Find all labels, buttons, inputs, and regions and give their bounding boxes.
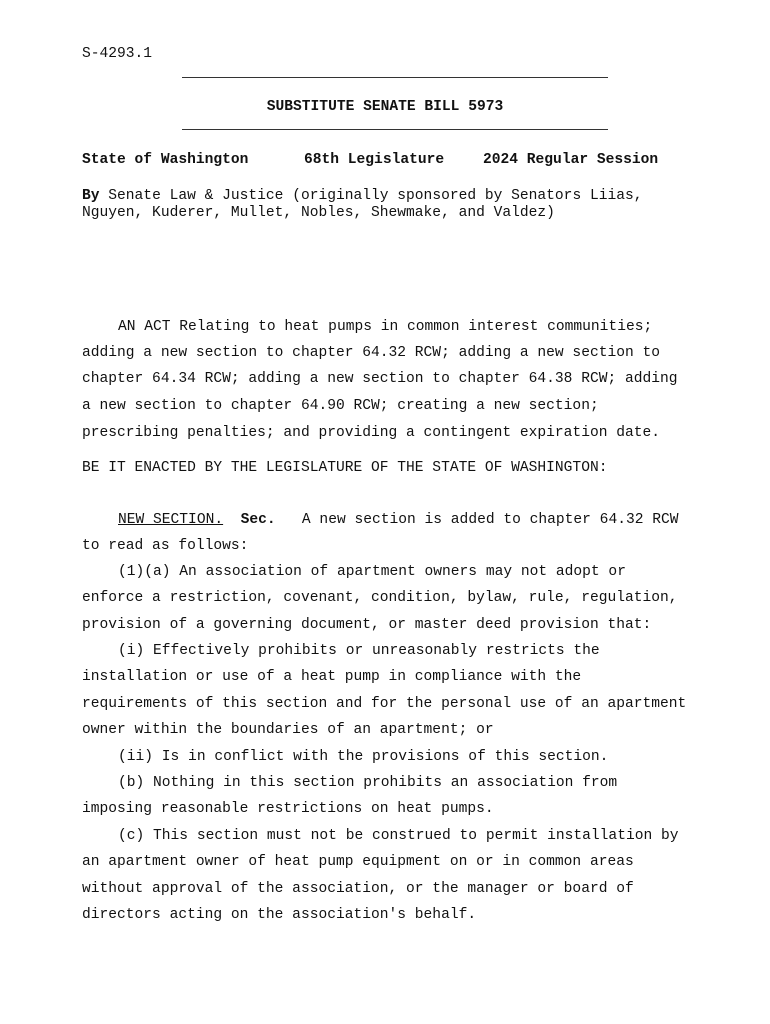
section-intro-continued: to read as follows: xyxy=(82,538,249,554)
body-line: enforce a restriction, covenant, condition, bylaw, rule, regulation, xyxy=(82,590,678,606)
enacting-clause: BE IT ENACTED BY THE LEGISLATURE OF THE STATE OF WASHINGTON: xyxy=(82,460,608,476)
bottom-rule xyxy=(182,129,608,130)
act-line: adding a new section to chapter 64.32 RCW; adding a new section to xyxy=(82,345,661,361)
bill-title: SUBSTITUTE SENATE BILL 5973 xyxy=(266,99,504,115)
body-line: (i) Effectively prohibits or unreasonably restricts the xyxy=(118,643,600,659)
legislature-label: 68th Legislature xyxy=(304,152,445,168)
sponsor-line-2: Nguyen, Kuderer, Mullet, Nobles, Shewmake, and Valdez) xyxy=(82,205,555,221)
body-line: an apartment owner of heat pump equipment on or in common areas xyxy=(82,854,634,870)
sec-label: Sec. xyxy=(240,512,276,528)
new-section-label: NEW SECTION. xyxy=(118,512,224,528)
state-label: State of Washington xyxy=(82,152,249,168)
section-heading-line xyxy=(118,512,679,528)
sponsor-prefix: By xyxy=(82,188,100,204)
section-intro: A new section is added to chapter 64.32 RCW xyxy=(301,512,679,528)
body-line: owner within the boundaries of an apartment; or xyxy=(82,722,494,738)
body-line: (c) This section must not be construed to permit installation by xyxy=(118,828,679,844)
sponsor-line-1 xyxy=(82,188,643,204)
act-line: prescribing penalties; and providing a contingent expiration date. xyxy=(82,425,661,441)
body-line: imposing reasonable restrictions on heat pumps. xyxy=(82,801,494,817)
body-line: without approval of the association, or the manager or board of xyxy=(82,881,634,897)
doc-number: S-4293.1 xyxy=(82,46,153,62)
act-line: AN ACT Relating to heat pumps in common interest communities; xyxy=(118,319,653,335)
body-line: (1)(a) An association of apartment owners may not adopt or xyxy=(118,564,626,580)
body-line: directors acting on the association's behalf. xyxy=(82,907,477,923)
body-line: provision of a governing document, or master deed provision that: xyxy=(82,617,652,633)
top-rule xyxy=(182,77,608,78)
session-label: 2024 Regular Session xyxy=(483,152,659,168)
body-line: (b) Nothing in this section prohibits an association from xyxy=(118,775,618,791)
act-line: chapter 64.34 RCW; adding a new section to chapter 64.38 RCW; adding xyxy=(82,371,678,387)
body-line: requirements of this section and for the personal use of an apartment xyxy=(82,696,687,712)
body-line: installation or use of a heat pump in compliance with the xyxy=(82,669,582,685)
sponsor-text-1: Senate Law & Justice (originally sponsored by Senators Liias, xyxy=(108,188,643,204)
act-line: a new section to chapter 64.90 RCW; creating a new section; xyxy=(82,398,599,414)
body-line: (ii) Is in conflict with the provisions of this section. xyxy=(118,749,609,765)
